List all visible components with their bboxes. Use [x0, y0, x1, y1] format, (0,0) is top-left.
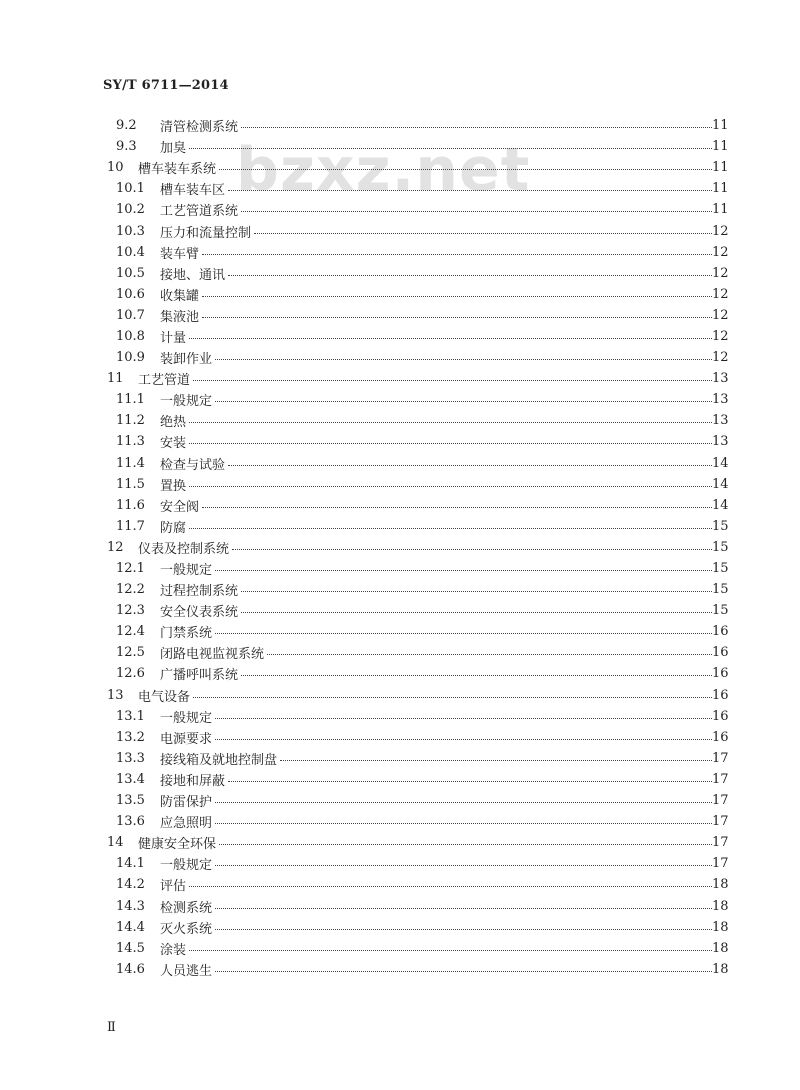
toc-entry-number: 14.2 — [116, 877, 145, 893]
toc-leader-dots — [241, 127, 712, 128]
toc-entry-title — [138, 686, 712, 705]
toc-entry — [0, 474, 800, 495]
toc-entry-number: 13.5 — [116, 793, 145, 809]
toc-entry-title — [160, 707, 712, 726]
toc-entry-page: 12 — [712, 350, 729, 366]
toc-entry-number: 11.2 — [116, 413, 145, 429]
watermark: bzxz.net — [236, 135, 531, 205]
toc-entry-title — [160, 875, 712, 894]
toc-entry-title — [160, 243, 712, 262]
toc-entry-page: 13 — [712, 413, 729, 429]
toc-entry-number: 11.6 — [116, 497, 145, 513]
toc-entry-title — [160, 496, 712, 515]
toc-entry-number: 10.9 — [116, 350, 145, 366]
toc-entry-title — [160, 179, 712, 198]
toc-entry-page: 18 — [712, 898, 729, 914]
toc-entry-page: 17 — [712, 856, 729, 872]
toc-leader-dots — [215, 570, 712, 571]
toc-entry-title — [138, 369, 712, 388]
toc-entry-title — [160, 643, 712, 662]
toc-entry-title-text: 灭火系统 — [160, 921, 213, 937]
toc-entry-number: 13.1 — [116, 708, 145, 724]
toc-entry-number: 11.4 — [116, 455, 145, 471]
toc-entry — [0, 115, 800, 136]
toc-entry-page: 15 — [712, 539, 729, 555]
toc-entry-number: 9.3 — [116, 139, 137, 155]
toc-entry-page: 16 — [712, 708, 729, 724]
toc-entry-title — [138, 158, 712, 177]
table-of-contents — [0, 115, 800, 980]
toc-entry-title-text: 电气设备 — [138, 689, 191, 705]
toc-entry-page: 15 — [712, 561, 729, 577]
toc-leader-dots — [215, 971, 712, 972]
toc-entry-title-text: 安装 — [160, 436, 187, 452]
toc-entry-page: 12 — [712, 223, 729, 239]
toc-entry-page: 14 — [712, 455, 729, 471]
toc-leader-dots — [228, 275, 712, 276]
toc-entry-page: 13 — [712, 434, 729, 450]
toc-entry-page: 11 — [712, 139, 729, 155]
toc-entry-title-text: 装卸作业 — [160, 352, 213, 368]
toc-entry-title — [160, 897, 712, 916]
toc-entry-page: 12 — [712, 307, 729, 323]
toc-entry-number: 10.2 — [116, 202, 145, 218]
toc-entry-title-text: 置换 — [160, 478, 187, 494]
toc-entry-page: 12 — [712, 286, 729, 302]
toc-entry-number: 13.2 — [116, 729, 145, 745]
toc-entry-title-text: 一般规定 — [160, 394, 213, 410]
toc-entry-number: 10.3 — [116, 223, 145, 239]
toc-entry-title-text: 绝热 — [160, 415, 187, 431]
toc-entry-title — [160, 728, 712, 747]
toc-entry-title — [160, 918, 712, 937]
toc-entry-number: 12.1 — [116, 561, 145, 577]
toc-entry-page: 17 — [712, 793, 729, 809]
toc-entry — [0, 917, 800, 938]
toc-entry — [0, 811, 800, 832]
toc-entry-title — [138, 833, 712, 852]
toc-entry — [0, 453, 800, 474]
toc-entry-title-text: 检测系统 — [160, 900, 213, 916]
toc-entry-number: 12 — [107, 539, 124, 555]
toc-entry-title-text: 安全阀 — [160, 499, 200, 515]
toc-leader-dots — [219, 169, 712, 170]
toc-leader-dots — [215, 823, 712, 824]
toc-entry-title-text: 集液池 — [160, 309, 200, 325]
toc-entry-number: 14.3 — [116, 898, 145, 914]
toc-entry-page: 17 — [712, 750, 729, 766]
toc-entry — [0, 727, 800, 748]
toc-entry — [0, 136, 800, 157]
toc-entry-title — [160, 664, 712, 683]
toc-entry — [0, 495, 800, 516]
toc-entry-number: 11.7 — [116, 518, 145, 534]
toc-leader-dots — [189, 486, 712, 487]
toc-entry-title-text: 工艺管道系统 — [160, 204, 239, 220]
toc-entry — [0, 537, 800, 558]
toc-entry-number: 13.3 — [116, 750, 145, 766]
toc-entry-page: 17 — [712, 814, 729, 830]
toc-entry-title-text: 过程控制系统 — [160, 584, 239, 600]
toc-entry-title-text: 评估 — [160, 879, 187, 895]
toc-leader-dots — [228, 781, 712, 782]
toc-entry-title — [160, 116, 712, 135]
toc-entry-number: 14.6 — [116, 961, 145, 977]
page-footer-number: Ⅱ — [107, 1020, 116, 1035]
toc-entry-title — [160, 854, 712, 873]
toc-entry-title-text: 计量 — [160, 330, 187, 346]
toc-entry-page: 16 — [712, 687, 729, 703]
toc-entry — [0, 769, 800, 790]
toc-entry-title-text: 槽车装车区 — [160, 183, 226, 199]
toc-entry-title-text: 装车臂 — [160, 246, 200, 262]
toc-entry — [0, 600, 800, 621]
toc-entry-page: 13 — [712, 392, 729, 408]
toc-leader-dots — [202, 507, 712, 508]
toc-leader-dots — [254, 233, 712, 234]
toc-entry — [0, 199, 800, 220]
toc-entry-title-text: 涂装 — [160, 942, 187, 958]
toc-entry-page: 15 — [712, 603, 729, 619]
toc-entry — [0, 790, 800, 811]
toc-entry-number: 12.2 — [116, 582, 145, 598]
toc-entry-page: 14 — [712, 497, 729, 513]
toc-leader-dots — [202, 317, 712, 318]
toc-leader-dots — [228, 190, 712, 191]
toc-entry — [0, 220, 800, 241]
toc-entry-title-text: 检查与试验 — [160, 457, 226, 473]
toc-entry — [0, 284, 800, 305]
toc-leader-dots — [202, 296, 712, 297]
toc-entry-number: 12.6 — [116, 666, 145, 682]
toc-leader-dots — [215, 802, 712, 803]
toc-entry-title — [160, 390, 712, 409]
toc-entry-title — [160, 264, 712, 283]
toc-entry — [0, 853, 800, 874]
toc-leader-dots — [215, 929, 712, 930]
toc-entry — [0, 157, 800, 178]
toc-entry — [0, 326, 800, 347]
toc-entry-title-text: 安全仪表系统 — [160, 605, 239, 621]
toc-entry — [0, 895, 800, 916]
toc-entry-title-text: 健康安全环保 — [138, 837, 217, 853]
toc-entry-title-text: 压力和流量控制 — [160, 225, 252, 241]
toc-entry-page: 18 — [712, 961, 729, 977]
toc-entry — [0, 389, 800, 410]
toc-entry — [0, 832, 800, 853]
toc-leader-dots — [189, 148, 712, 149]
toc-leader-dots — [241, 591, 712, 592]
toc-entry-title-text: 加臭 — [160, 141, 187, 157]
toc-entry-title-text: 清管检测系统 — [160, 120, 239, 136]
toc-leader-dots — [241, 211, 712, 212]
toc-entry-page: 16 — [712, 624, 729, 640]
toc-entry-title-text: 应急照明 — [160, 816, 213, 832]
toc-entry-title — [160, 285, 712, 304]
toc-entry — [0, 263, 800, 284]
toc-entry-page: 11 — [712, 118, 729, 134]
toc-leader-dots — [215, 718, 712, 719]
toc-entry-title-text: 接地、通讯 — [160, 267, 226, 283]
toc-entry — [0, 516, 800, 537]
toc-entry-page: 11 — [712, 181, 729, 197]
toc-entry-title — [160, 517, 712, 536]
toc-entry-number: 10.6 — [116, 286, 145, 302]
toc-entry-page: 18 — [712, 919, 729, 935]
toc-entry-title-text: 槽车装车系统 — [138, 162, 217, 178]
toc-leader-dots — [189, 422, 712, 423]
toc-entry-number: 10.8 — [116, 328, 145, 344]
toc-entry — [0, 347, 800, 368]
toc-entry — [0, 938, 800, 959]
toc-leader-dots — [215, 359, 712, 360]
toc-leader-dots — [267, 654, 712, 655]
toc-entry-page: 11 — [712, 160, 729, 176]
toc-entry-title — [160, 960, 712, 979]
toc-entry-page: 15 — [712, 518, 729, 534]
toc-entry-title-text: 一般规定 — [160, 563, 213, 579]
toc-leader-dots — [280, 760, 712, 761]
toc-entry-page: 16 — [712, 729, 729, 745]
toc-leader-dots — [202, 254, 712, 255]
toc-entry-title-text: 防雷保护 — [160, 795, 213, 811]
toc-entry — [0, 178, 800, 199]
toc-entry — [0, 368, 800, 389]
document-header: SY/T 6711—2014 — [103, 78, 229, 93]
toc-leader-dots — [215, 865, 712, 866]
toc-entry-page: 18 — [712, 940, 729, 956]
toc-entry-page: 16 — [712, 645, 729, 661]
toc-entry — [0, 663, 800, 684]
toc-leader-dots — [215, 739, 712, 740]
toc-entry-page: 12 — [712, 328, 729, 344]
toc-entry-title — [138, 538, 712, 557]
toc-entry-number: 14.1 — [116, 856, 145, 872]
toc-entry-title-text: 闭路电视监视系统 — [160, 647, 265, 663]
toc-entry — [0, 579, 800, 600]
toc-entry-title-text: 工艺管道 — [138, 373, 191, 389]
toc-leader-dots — [232, 549, 712, 550]
toc-entry — [0, 305, 800, 326]
toc-entry-title — [160, 306, 712, 325]
toc-entry-title-text: 接线箱及就地控制盘 — [160, 752, 278, 768]
toc-entry — [0, 621, 800, 642]
toc-entry-title-text: 电源要求 — [160, 731, 213, 747]
toc-entry — [0, 874, 800, 895]
toc-leader-dots — [189, 443, 712, 444]
toc-entry-page: 12 — [712, 244, 729, 260]
toc-entry-number: 11.5 — [116, 476, 145, 492]
toc-entry-page: 16 — [712, 666, 729, 682]
toc-entry-title-text: 仪表及控制系统 — [138, 541, 230, 557]
toc-entry-number: 10 — [107, 160, 124, 176]
toc-entry-page: 15 — [712, 582, 729, 598]
toc-leader-dots — [189, 338, 712, 339]
toc-entry-page: 17 — [712, 835, 729, 851]
toc-entry-title-text: 防腐 — [160, 520, 187, 536]
toc-entry-title — [160, 601, 712, 620]
toc-entry-number: 14 — [107, 835, 124, 851]
toc-entry-number: 10.7 — [116, 307, 145, 323]
toc-leader-dots — [189, 886, 712, 887]
toc-entry-title — [160, 622, 712, 641]
toc-leader-dots — [215, 401, 712, 402]
toc-entry — [0, 242, 800, 263]
toc-entry — [0, 558, 800, 579]
toc-entry-title — [160, 454, 712, 473]
toc-entry-title — [160, 475, 712, 494]
toc-entry-title-text: 门禁系统 — [160, 626, 213, 642]
toc-entry-title — [160, 348, 712, 367]
toc-entry-number: 11 — [107, 371, 124, 387]
toc-entry-title-text: 一般规定 — [160, 710, 213, 726]
toc-entry-title — [160, 411, 712, 430]
toc-entry-title — [160, 791, 712, 810]
toc-entry-page: 13 — [712, 371, 729, 387]
toc-entry-title — [160, 770, 712, 789]
toc-entry-title-text: 接地和屏蔽 — [160, 773, 226, 789]
toc-entry-title — [160, 200, 712, 219]
toc-entry-number: 10.4 — [116, 244, 145, 260]
toc-leader-dots — [189, 950, 712, 951]
toc-entry-title — [160, 327, 712, 346]
toc-entry-title-text: 一般规定 — [160, 858, 213, 874]
toc-entry-title — [160, 580, 712, 599]
toc-entry — [0, 431, 800, 452]
toc-entry-number: 14.5 — [116, 940, 145, 956]
toc-entry-number: 12.3 — [116, 603, 145, 619]
toc-entry — [0, 685, 800, 706]
toc-entry — [0, 410, 800, 431]
toc-entry-title-text: 收集罐 — [160, 288, 200, 304]
toc-leader-dots — [215, 633, 712, 634]
toc-entry — [0, 642, 800, 663]
toc-entry-page: 14 — [712, 476, 729, 492]
toc-entry-number: 10.5 — [116, 265, 145, 281]
toc-entry-title-text: 广播呼叫系统 — [160, 668, 239, 684]
toc-entry-number: 12.5 — [116, 645, 145, 661]
toc-leader-dots — [228, 465, 712, 466]
toc-entry-title — [160, 222, 712, 241]
toc-leader-dots — [193, 380, 712, 381]
toc-entry-number: 13.4 — [116, 771, 145, 787]
toc-entry-title — [160, 559, 712, 578]
toc-entry-title — [160, 812, 712, 831]
toc-leader-dots — [189, 528, 712, 529]
toc-entry — [0, 748, 800, 769]
toc-entry-title — [160, 939, 712, 958]
toc-leader-dots — [219, 844, 712, 845]
toc-entry-title-text: 人员逃生 — [160, 963, 213, 979]
toc-entry-number: 9.2 — [116, 118, 137, 134]
toc-entry-number: 11.1 — [116, 392, 145, 408]
toc-entry — [0, 959, 800, 980]
toc-leader-dots — [193, 697, 712, 698]
toc-entry-number: 13 — [107, 687, 124, 703]
toc-entry-number: 10.1 — [116, 181, 145, 197]
toc-leader-dots — [241, 675, 712, 676]
toc-entry-number: 13.6 — [116, 814, 145, 830]
toc-entry-number: 11.3 — [116, 434, 145, 450]
toc-entry-page: 18 — [712, 877, 729, 893]
toc-entry-page: 12 — [712, 265, 729, 281]
toc-entry-title — [160, 749, 712, 768]
toc-entry-title — [160, 137, 712, 156]
toc-leader-dots — [241, 612, 712, 613]
toc-entry-title — [160, 432, 712, 451]
toc-entry — [0, 706, 800, 727]
toc-entry-page: 17 — [712, 771, 729, 787]
toc-leader-dots — [215, 908, 712, 909]
toc-entry-number: 14.4 — [116, 919, 145, 935]
toc-entry-page: 11 — [712, 202, 729, 218]
toc-entry-number: 12.4 — [116, 624, 145, 640]
